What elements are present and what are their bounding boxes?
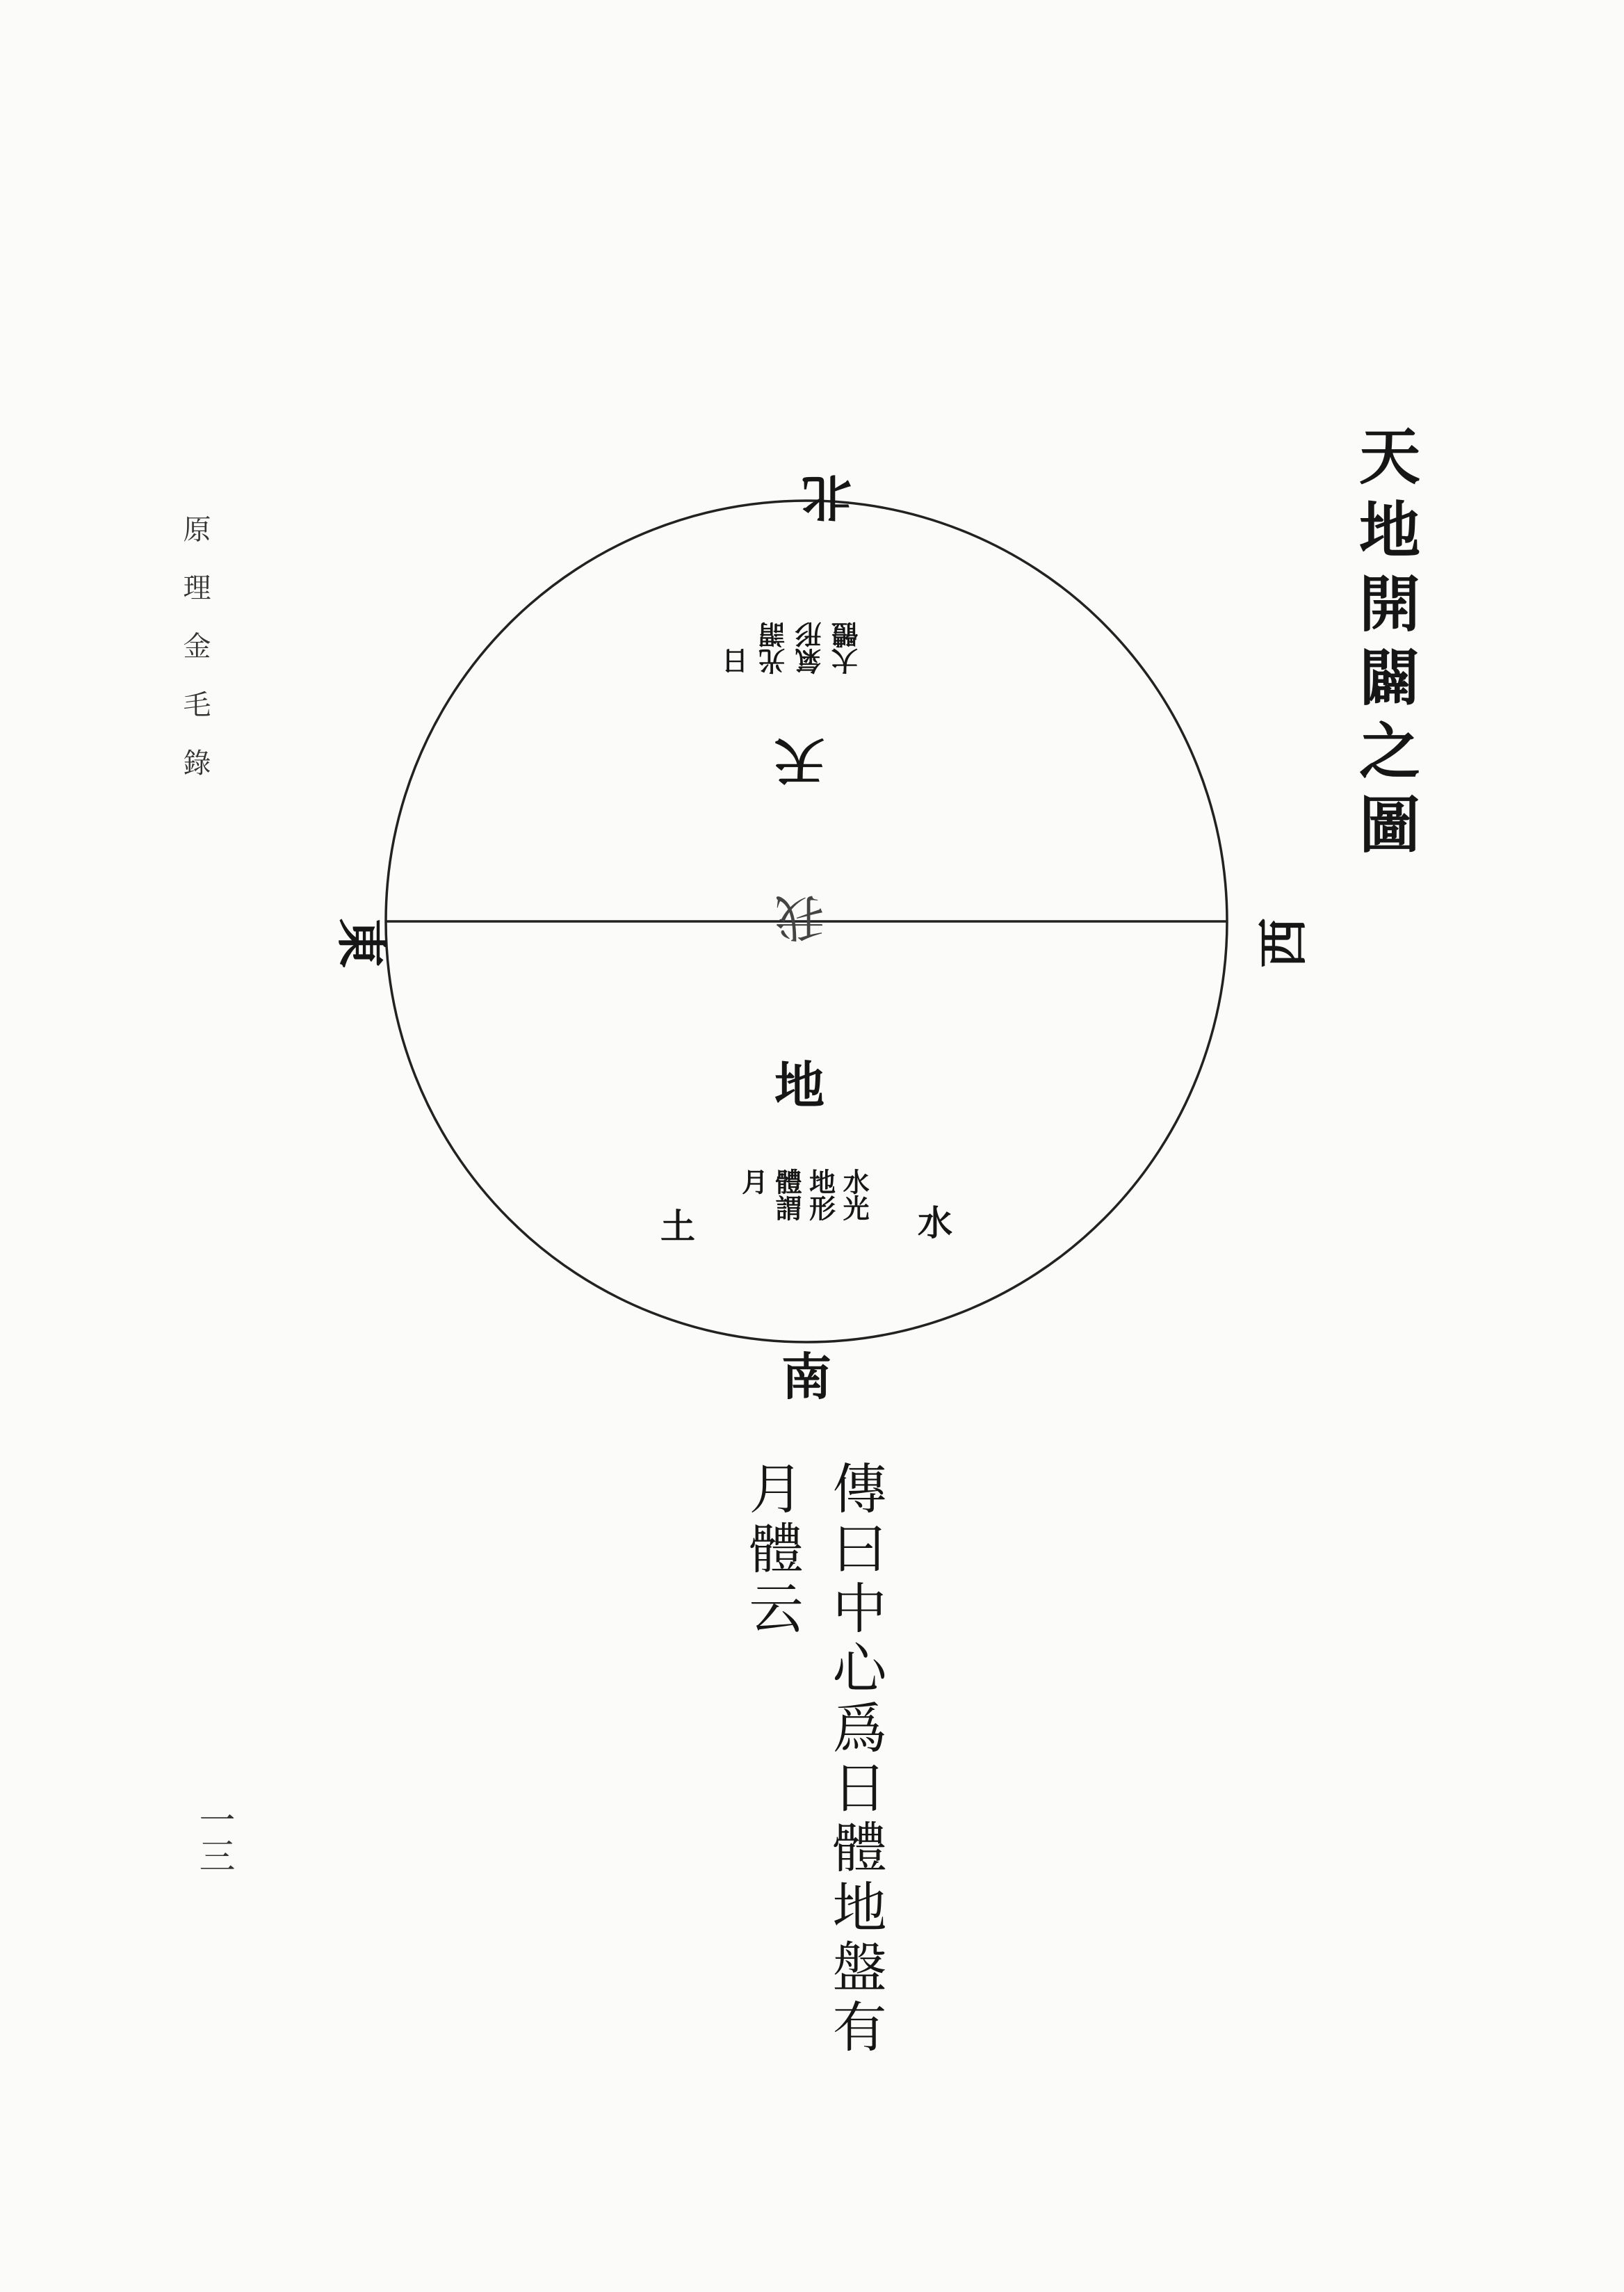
water-label: 水 xyxy=(918,1202,952,1243)
heaven-annotation-line: 光謂 xyxy=(758,622,790,675)
heaven-label xyxy=(774,729,825,801)
direction-south: 南 xyxy=(781,1347,832,1406)
self-label xyxy=(774,885,825,958)
page-title: 天地開闢之圖 xyxy=(1349,424,1422,866)
earth-annotation-line: 地形 xyxy=(804,1168,836,1221)
earth-annotation-line: 體謂 xyxy=(771,1168,802,1221)
body-text-continuation: 月體云 xyxy=(740,1460,803,1640)
heaven-annotation-line: 日 xyxy=(721,648,753,675)
heaven-annotation xyxy=(721,535,863,675)
earth-annotation xyxy=(737,1168,870,1321)
running-header: 原理金毛錄 xyxy=(179,515,211,807)
body-text-main: 傳曰中心爲日體地盤有 xyxy=(823,1460,886,2058)
earth-annotation-line: 月 xyxy=(737,1168,769,1195)
direction-east: 東 xyxy=(332,917,391,969)
direction-north: 北 xyxy=(802,468,852,527)
self-char: 我 xyxy=(774,888,825,946)
earth-annotation-line: 水光 xyxy=(838,1168,870,1221)
heaven-annotation-line: 氣形 xyxy=(795,622,826,675)
direction-west: 西 xyxy=(1253,917,1313,969)
soil-label: 土 xyxy=(660,1206,695,1247)
page-number: 一三 xyxy=(193,1801,234,1873)
earth-label: 地 xyxy=(774,1056,825,1115)
heaven-char: 天 xyxy=(774,732,825,791)
heaven-annotation-line: 大體 xyxy=(831,622,863,675)
